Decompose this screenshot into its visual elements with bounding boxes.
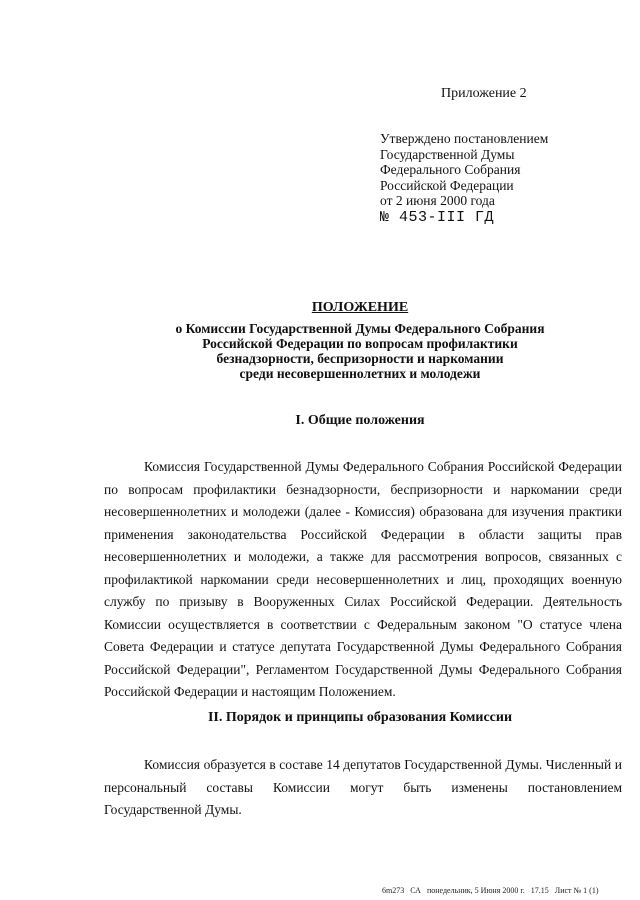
document-subtitle <box>150 321 570 381</box>
subtitle-line: среди несовершеннолетних и молодежи <box>239 366 481 381</box>
resolution-number: № 453-III ГД <box>380 208 495 226</box>
subtitle-line: о Комиссии Государственной Думы Федерального Собрания <box>175 321 545 336</box>
approval-line: Утверждено постановлением <box>380 131 549 146</box>
subtitle-line: Российской Федерации по вопросам профилактики <box>202 336 518 351</box>
approval-line: Государственной Думы <box>380 146 515 162</box>
annex-label: Приложение 2 <box>441 86 527 101</box>
footer-date: понедельник, 5 Июня 2000 г. <box>426 886 525 895</box>
footer-author: СА <box>410 886 421 895</box>
footer-time: 17.15 <box>530 886 549 895</box>
section-heading-formation: II. Порядок и принципы образования Комиссии <box>207 710 513 725</box>
approval-line: Российской Федерации <box>380 177 514 193</box>
approval-block <box>380 131 548 225</box>
approval-date: от 2 июня 2000 года <box>380 193 495 208</box>
section-paragraph-formation: Комиссия образуется в составе 14 депутатов Государственной Думы. Численный и персональный составы Комиссии могут быть изменены постановлением Государственной Думы. <box>104 757 622 817</box>
document-title: ПОЛОЖЕНИЕ <box>311 300 409 315</box>
subtitle-line: безнадзорности, беспризорности и наркомании <box>216 351 504 366</box>
fax-footer <box>382 886 602 895</box>
footer-sheet: Лист № 1 (1) <box>554 886 599 895</box>
section-paragraph-general: Комиссия Государственной Думы Федерального Собрания Российской Федерации по вопросам профилактики безнадзорности, беспризорности и наркомании среди несовершеннолетних и молодежи (далее - Комиссия) образована для изучения практики применения законодательства Российской Федерации в области защиты прав несовершеннолетних и молодежи, а также для рассмотрения вопросов, связанных с профилактикой наркомании среди несовершеннолетних и лиц, проходящих военную службу по призыву в Вооруженных Силах Российской Федерации. Деятельность Комиссии осуществляется в соответствии с Федеральным законом "О статусе члена Совета Федерации и статусе депутата Государственной Думы Федерального Собрания Российской Федерации", Регламентом Государственной Думы Федерального Собрания Российской Федерации и настоящим Положением. <box>104 459 622 699</box>
footer-code: 6m273 <box>382 886 405 895</box>
section-heading-general: I. Общие положения <box>295 413 425 428</box>
approval-line: Федерального Собрания <box>380 162 521 177</box>
